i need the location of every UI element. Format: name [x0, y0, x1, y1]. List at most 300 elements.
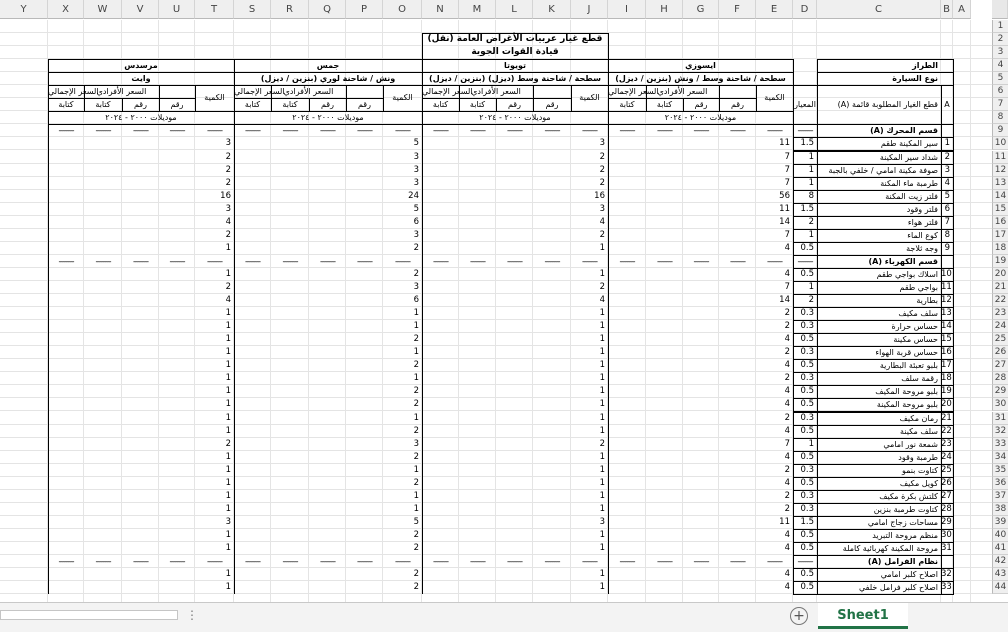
item-standard[interactable]: 0.5 [800, 334, 814, 345]
total-price-header[interactable]: السعر الإجمالي [234, 87, 285, 97]
toyota-qty[interactable]: 1 [599, 529, 605, 540]
item-number[interactable]: 14 [941, 321, 952, 332]
item-name[interactable]: اصلاح كلبر فرامل خلفي [859, 583, 938, 593]
gmc-qty[interactable]: 2 [413, 268, 419, 279]
isuzu-qty[interactable]: 4 [784, 543, 790, 553]
models-years-label[interactable]: موديلات ٢٠٠٠ - ٢٠٢٤ [479, 113, 551, 123]
mercedes-qty[interactable]: 1 [225, 503, 231, 514]
dash-separator[interactable]: -------- [95, 126, 111, 136]
isuzu-qty[interactable]: 4 [784, 451, 790, 462]
mercedes-qty[interactable]: 1 [225, 490, 231, 501]
column-header-f[interactable]: F [719, 0, 756, 19]
toyota-qty[interactable]: 2 [599, 438, 605, 449]
mercedes-qty[interactable]: 1 [225, 543, 231, 553]
row-header[interactable]: 1 [992, 20, 1008, 33]
row-header[interactable]: 13 [992, 177, 1008, 190]
isuzu-qty[interactable]: 4 [784, 386, 790, 397]
item-number[interactable]: 27 [941, 490, 952, 501]
gmc-qty[interactable]: 2 [413, 529, 419, 540]
gmc-qty[interactable]: 24 [408, 190, 419, 201]
dash-separator[interactable]: -------- [469, 256, 486, 266]
mercedes-qty[interactable]: 1 [225, 569, 231, 580]
item-number[interactable]: 25 [941, 464, 952, 475]
row-header[interactable]: 30 [992, 398, 1008, 411]
row-header[interactable]: 29 [992, 385, 1008, 398]
dash-separator[interactable]: -------- [206, 256, 223, 266]
row-header[interactable]: 11 [992, 151, 1008, 164]
dash-separator[interactable]: -------- [169, 126, 185, 136]
dash-separator[interactable]: -------- [282, 126, 298, 136]
row-header[interactable]: 36 [992, 477, 1008, 490]
mercedes-qty[interactable]: 1 [225, 308, 231, 319]
dash-separator[interactable]: -------- [581, 126, 598, 136]
dash-separator[interactable]: -------- [544, 557, 560, 567]
row-header[interactable]: 35 [992, 464, 1008, 477]
dash-separator[interactable]: -------- [656, 126, 673, 136]
gmc-qty[interactable]: 6 [413, 295, 419, 306]
row-header[interactable]: 21 [992, 281, 1008, 294]
item-number[interactable]: 13 [941, 308, 952, 319]
gmc-qty[interactable]: 5 [413, 203, 419, 214]
gmc-qty[interactable]: 2 [413, 477, 419, 488]
unit-price-header[interactable]: السعر الأفرادي [283, 87, 334, 97]
item-number[interactable]: 1 [944, 138, 950, 149]
models-years-label[interactable]: موديلات ٢٠٠٠ - ٢٠٢٤ [292, 113, 364, 123]
item-standard[interactable]: 0.5 [800, 425, 814, 436]
column-header-s[interactable]: S [234, 0, 271, 19]
standard-label[interactable]: المعيار [794, 100, 816, 110]
toyota-qty[interactable]: 1 [599, 347, 605, 358]
toyota-qty[interactable]: 1 [599, 490, 605, 501]
toyota-qty[interactable]: 1 [599, 321, 605, 332]
toyota-qty[interactable]: 1 [599, 451, 605, 462]
dash-separator[interactable]: -------- [132, 256, 149, 266]
isuzu-qty[interactable]: 2 [784, 464, 790, 475]
total-price-header[interactable]: السعر الإجمالي [608, 87, 659, 97]
dash-separator[interactable]: -------- [432, 126, 449, 136]
toyota-qty[interactable]: 2 [599, 151, 605, 162]
gmc-qty[interactable]: 1 [413, 503, 419, 514]
row-header[interactable]: 27 [992, 359, 1008, 372]
toyota-qty[interactable]: 1 [599, 360, 605, 371]
item-name[interactable]: سير المكينة طقم [880, 139, 938, 149]
column-header-c[interactable]: C [817, 0, 941, 19]
item-number[interactable]: 32 [941, 569, 952, 580]
item-name[interactable]: فلتر وقود [906, 204, 938, 214]
gmc-qty[interactable]: 6 [413, 216, 419, 227]
toyota-qty[interactable]: 1 [599, 503, 605, 514]
isuzu-qty[interactable]: 11 [779, 138, 790, 149]
item-standard[interactable]: 1.5 [800, 138, 814, 149]
mercedes-qty[interactable]: 2 [225, 151, 231, 162]
item-standard[interactable]: 0.5 [800, 360, 814, 371]
item-standard[interactable]: 2 [808, 216, 814, 227]
item-standard[interactable]: 0.5 [800, 451, 814, 462]
models-years-label[interactable]: موديلات ٢٠٠٠ - ٢٠٢٤ [105, 113, 177, 123]
toyota-qty[interactable]: 1 [599, 268, 605, 279]
dash-separator[interactable]: -------- [506, 256, 523, 266]
item-standard[interactable]: 0.5 [800, 543, 814, 553]
row-header[interactable]: 40 [992, 529, 1008, 542]
sheet-tab-sheet1[interactable]: Sheet1 [818, 603, 908, 629]
item-name[interactable]: سلف مكينة [900, 426, 938, 436]
mercedes-qty[interactable]: 1 [225, 373, 231, 384]
mercedes-qty[interactable]: 1 [225, 582, 231, 593]
dash-separator[interactable]: -------- [432, 256, 449, 266]
row-header[interactable]: 8 [992, 111, 1008, 124]
dash-separator[interactable]: -------- [469, 557, 486, 567]
mercedes-qty[interactable]: 1 [225, 386, 231, 397]
item-name[interactable]: كوع الماء [907, 230, 938, 240]
gmc-qty[interactable]: 5 [413, 516, 419, 527]
unit-price-header[interactable]: السعر الأفرادي [96, 87, 147, 97]
row-header[interactable]: 9 [992, 124, 1008, 137]
isuzu-qty[interactable]: 14 [779, 216, 790, 227]
words-header[interactable]: كتابة [469, 100, 486, 110]
item-number[interactable]: 20 [941, 399, 952, 410]
item-name[interactable]: شمعة نور امامي [883, 439, 938, 449]
isuzu-qty[interactable]: 7 [784, 164, 790, 175]
mercedes-qty[interactable]: 2 [225, 282, 231, 292]
isuzu-qty[interactable]: 4 [784, 477, 790, 488]
brand-vehicle-types[interactable]: سطحة / شاحنة وسط / ونش (بنزين / ديزل) [615, 74, 786, 84]
mercedes-qty[interactable]: 2 [225, 177, 231, 188]
cell-grid[interactable] [0, 20, 1008, 602]
dash-separator[interactable]: -------- [432, 557, 449, 567]
qty-header[interactable]: الكمية [392, 93, 413, 103]
dash-separator[interactable]: -------- [394, 557, 411, 567]
dash-separator[interactable]: -------- [797, 557, 813, 567]
column-header-j[interactable]: J [571, 0, 608, 19]
gmc-qty[interactable]: 5 [413, 138, 419, 149]
item-name[interactable]: حساس مكينة [893, 335, 938, 345]
column-header-n[interactable]: N [422, 0, 459, 19]
column-header-h[interactable]: H [646, 0, 683, 19]
isuzu-qty[interactable]: 7 [784, 151, 790, 162]
row-header[interactable]: 38 [992, 503, 1008, 516]
sheet-subtitle[interactable]: قيادة القوات الجوية [471, 47, 559, 58]
dash-separator[interactable]: -------- [729, 557, 746, 567]
mercedes-qty[interactable]: 1 [225, 451, 231, 462]
item-standard[interactable]: 0.5 [800, 242, 814, 253]
column-header-x[interactable]: X [48, 0, 84, 19]
toyota-qty[interactable]: 1 [599, 582, 605, 593]
row-header[interactable]: 42 [992, 555, 1008, 568]
item-number[interactable]: 19 [941, 386, 952, 397]
item-name[interactable]: حساس حرارة [891, 322, 938, 332]
total-price-header[interactable]: السعر الإجمالي [48, 87, 99, 97]
dash-separator[interactable]: -------- [766, 256, 783, 266]
models-years-label[interactable]: موديلات ٢٠٠٠ - ٢٠٢٤ [664, 113, 737, 123]
item-number[interactable]: 21 [941, 412, 952, 423]
isuzu-qty[interactable]: 2 [784, 321, 790, 332]
toyota-qty[interactable]: 4 [599, 216, 605, 227]
row-header[interactable]: 14 [992, 190, 1008, 203]
item-name[interactable]: منظم مروحة التبريد [872, 530, 938, 540]
dash-separator[interactable]: -------- [282, 256, 298, 266]
row-header[interactable]: 28 [992, 372, 1008, 385]
row-header[interactable]: 7 [992, 98, 1008, 111]
column-header-e[interactable]: E [756, 0, 793, 19]
dash-separator[interactable]: -------- [469, 126, 486, 136]
toyota-qty[interactable]: 4 [599, 295, 605, 306]
mercedes-qty[interactable]: 1 [225, 412, 231, 423]
gmc-qty[interactable]: 2 [413, 242, 419, 253]
item-standard[interactable]: 0.5 [800, 582, 814, 593]
digits-header[interactable]: رقم [357, 100, 371, 110]
toyota-qty[interactable]: 3 [599, 138, 605, 149]
item-name[interactable]: كلتش بكرة مكيف [879, 491, 938, 501]
gmc-qty[interactable]: 3 [413, 438, 419, 449]
item-standard[interactable]: 0.5 [800, 569, 814, 580]
item-name[interactable]: فلتر هواء [907, 217, 938, 227]
gmc-qty[interactable]: 2 [413, 569, 419, 580]
toyota-qty[interactable]: 16 [594, 190, 605, 201]
dash-separator[interactable]: -------- [244, 557, 261, 567]
item-number[interactable]: 8 [944, 229, 950, 240]
gmc-qty[interactable]: 3 [413, 151, 419, 162]
item-number[interactable]: 26 [941, 477, 952, 488]
item-name[interactable]: طرمبة وقود [898, 452, 938, 462]
toyota-qty[interactable]: 1 [599, 543, 605, 553]
car-type-label[interactable]: نوع السيارة [892, 74, 938, 84]
brand-name[interactable]: ايسوزي [685, 61, 716, 71]
item-name[interactable]: رقمة سلف [901, 374, 938, 384]
item-number[interactable]: 7 [944, 216, 950, 227]
gmc-qty[interactable]: 2 [413, 582, 419, 593]
words-header[interactable]: كتابة [58, 100, 74, 110]
brand-vehicle-types[interactable]: سطحة / شاحنة وسط (ديزل) (بنزين / ديزل) [429, 74, 601, 84]
toyota-qty[interactable]: 2 [599, 177, 605, 188]
column-header-p[interactable]: P [346, 0, 383, 19]
column-header-d[interactable]: D [793, 0, 817, 19]
words-header[interactable]: كتابة [656, 100, 673, 110]
item-number[interactable]: 17 [941, 360, 952, 371]
dash-separator[interactable]: -------- [244, 126, 261, 136]
isuzu-qty[interactable]: 4 [784, 582, 790, 593]
row-header[interactable]: 18 [992, 242, 1008, 255]
item-standard[interactable]: 2 [808, 295, 814, 306]
section-brakes[interactable]: نظام الفرامل (A) [867, 557, 938, 567]
toyota-qty[interactable]: 1 [599, 242, 605, 253]
dash-separator[interactable]: -------- [206, 557, 223, 567]
gmc-qty[interactable]: 3 [413, 229, 419, 240]
column-header-t[interactable]: T [195, 0, 234, 19]
row-header[interactable]: 16 [992, 216, 1008, 229]
toyota-qty[interactable]: 3 [599, 516, 605, 527]
row-header[interactable]: 5 [992, 72, 1008, 85]
column-header-w[interactable]: W [84, 0, 122, 19]
digits-header[interactable]: رقم [694, 100, 708, 110]
toyota-qty[interactable]: 3 [599, 203, 605, 214]
gmc-qty[interactable]: 1 [413, 373, 419, 384]
column-header-l[interactable]: L [496, 0, 533, 19]
isuzu-qty[interactable]: 2 [784, 308, 790, 319]
gmc-qty[interactable]: 2 [413, 425, 419, 436]
item-number[interactable]: 33 [941, 582, 952, 593]
mercedes-qty[interactable]: 4 [225, 295, 231, 306]
row-header[interactable]: 31 [992, 412, 1008, 425]
item-name[interactable]: طرمبة ماء المكنة [880, 178, 938, 188]
digits-header[interactable]: رقم [170, 100, 184, 110]
item-standard[interactable]: 0.5 [800, 268, 814, 279]
item-name[interactable]: بلبو مروحة المكينة [876, 400, 938, 410]
mercedes-qty[interactable]: 2 [225, 164, 231, 175]
item-standard[interactable]: 1 [808, 177, 814, 188]
gmc-qty[interactable]: 3 [413, 282, 419, 292]
brand-vehicle-types[interactable]: وايت [131, 74, 151, 84]
item-standard[interactable]: 0.3 [800, 490, 814, 501]
column-header-o[interactable]: O [383, 0, 422, 19]
item-number[interactable]: 9 [944, 242, 950, 253]
dash-separator[interactable]: -------- [656, 557, 673, 567]
row-header[interactable]: 12 [992, 164, 1008, 177]
horizontal-scrollbar[interactable] [0, 610, 178, 620]
dash-separator[interactable]: -------- [95, 256, 111, 266]
item-number[interactable]: 10 [941, 268, 952, 279]
dash-separator[interactable]: -------- [729, 256, 746, 266]
dash-separator[interactable]: -------- [693, 126, 709, 136]
dash-separator[interactable]: -------- [581, 256, 598, 266]
isuzu-qty[interactable]: 2 [784, 412, 790, 423]
mercedes-qty[interactable]: 16 [220, 190, 231, 201]
dash-separator[interactable]: -------- [206, 126, 223, 136]
dash-separator[interactable]: -------- [319, 256, 336, 266]
row-header[interactable]: 23 [992, 307, 1008, 320]
mercedes-qty[interactable]: 1 [225, 321, 231, 332]
row-header[interactable]: 2 [992, 33, 1008, 46]
toyota-qty[interactable]: 1 [599, 334, 605, 345]
isuzu-qty[interactable]: 7 [784, 438, 790, 449]
gmc-qty[interactable]: 2 [413, 360, 419, 371]
qty-header[interactable]: الكمية [579, 93, 600, 103]
item-name[interactable]: صوفة مكينة امامي / خلفي بالجبة [828, 165, 938, 175]
gmc-qty[interactable]: 2 [413, 399, 419, 410]
dash-separator[interactable]: -------- [319, 126, 336, 136]
row-header[interactable]: 3 [992, 46, 1008, 59]
row-header[interactable]: 33 [992, 438, 1008, 451]
item-name[interactable]: حساس قربة الهواء [875, 348, 938, 358]
row-header[interactable]: 44 [992, 581, 1008, 594]
item-number[interactable]: 29 [941, 516, 952, 527]
toyota-qty[interactable]: 1 [599, 464, 605, 475]
mercedes-qty[interactable]: 1 [225, 477, 231, 488]
add-sheet-button[interactable]: + [790, 607, 808, 625]
dash-separator[interactable]: -------- [619, 256, 635, 266]
item-standard[interactable]: 0.3 [800, 464, 814, 475]
gmc-qty[interactable]: 1 [413, 308, 419, 319]
dash-separator[interactable]: -------- [244, 256, 261, 266]
item-standard[interactable]: 1 [808, 151, 814, 162]
isuzu-qty[interactable]: 4 [784, 569, 790, 580]
column-header-r[interactable]: R [271, 0, 309, 19]
words-header[interactable]: كتابة [619, 100, 635, 110]
dash-separator[interactable]: -------- [619, 126, 635, 136]
column-header-y[interactable]: Y [0, 0, 48, 19]
item-name[interactable]: رمان مكيف [899, 413, 938, 423]
brand-vehicle-types[interactable]: ونش / شاحنة لوري (بنزين / ديزل) [260, 74, 396, 84]
dash-separator[interactable]: -------- [356, 256, 373, 266]
dash-separator[interactable]: -------- [132, 126, 149, 136]
isuzu-qty[interactable]: 11 [779, 516, 790, 527]
row-header[interactable]: 22 [992, 294, 1008, 307]
dash-separator[interactable]: -------- [132, 557, 149, 567]
dash-separator[interactable]: -------- [58, 557, 74, 567]
item-name[interactable]: مساحات زجاج امامي [867, 517, 938, 527]
column-header-i[interactable]: I [608, 0, 646, 19]
gmc-qty[interactable]: 3 [413, 164, 419, 175]
dash-separator[interactable]: -------- [619, 557, 635, 567]
item-standard[interactable]: 1 [808, 282, 814, 292]
row-header[interactable]: 4 [992, 59, 1008, 72]
digits-header[interactable]: رقم [507, 100, 521, 110]
col-a-label[interactable]: A [944, 100, 950, 110]
gmc-qty[interactable]: 2 [413, 334, 419, 345]
mercedes-qty[interactable]: 3 [225, 203, 231, 214]
column-header-m[interactable]: M [459, 0, 496, 19]
dash-separator[interactable]: -------- [356, 126, 373, 136]
item-standard[interactable]: 1 [808, 438, 814, 449]
row-header[interactable]: 39 [992, 516, 1008, 529]
more-options-icon[interactable]: ⋮ [186, 608, 198, 622]
row-header[interactable]: 37 [992, 490, 1008, 503]
item-number[interactable]: 16 [941, 347, 952, 358]
dash-separator[interactable]: -------- [394, 126, 411, 136]
dash-separator[interactable]: -------- [58, 256, 74, 266]
item-number[interactable]: 4 [944, 177, 950, 188]
item-name[interactable]: كتاوت بنمو [902, 465, 938, 475]
mercedes-qty[interactable]: 3 [225, 138, 231, 149]
item-number[interactable]: 28 [941, 503, 952, 514]
dash-separator[interactable]: -------- [394, 256, 411, 266]
isuzu-qty[interactable]: 7 [784, 229, 790, 240]
mercedes-qty[interactable]: 1 [225, 360, 231, 371]
item-standard[interactable]: 1.5 [800, 516, 814, 527]
toyota-qty[interactable]: 1 [599, 386, 605, 397]
column-header-b[interactable]: B [941, 0, 953, 19]
dash-separator[interactable]: -------- [766, 126, 783, 136]
words-header[interactable]: كتابة [95, 100, 111, 110]
toyota-qty[interactable]: 1 [599, 412, 605, 423]
item-number[interactable]: 24 [941, 451, 952, 462]
isuzu-qty[interactable]: 2 [784, 347, 790, 358]
qty-header[interactable]: الكمية [764, 93, 785, 103]
item-name[interactable]: مروحة المكينة كهربائية كاملة [842, 544, 938, 553]
section-engine[interactable]: قسم المحرك (A) [870, 126, 938, 136]
gmc-qty[interactable]: 1 [413, 490, 419, 501]
item-number[interactable]: 22 [941, 425, 952, 436]
item-name[interactable]: بلبو تعبئة البطارية [879, 361, 938, 371]
gmc-qty[interactable]: 2 [413, 386, 419, 397]
item-number[interactable]: 15 [941, 334, 952, 345]
item-name[interactable]: وجه ثلاجة [906, 243, 938, 253]
item-standard[interactable]: 0.3 [800, 503, 814, 514]
row-header[interactable]: 34 [992, 451, 1008, 464]
item-number[interactable]: 5 [944, 190, 950, 201]
item-number[interactable]: 31 [941, 543, 952, 553]
model-label[interactable]: الطراز [912, 61, 938, 71]
item-standard[interactable]: 0.5 [800, 386, 814, 397]
digits-header[interactable]: رقم [545, 100, 559, 110]
item-number[interactable]: 11 [941, 282, 952, 292]
unit-price-header[interactable]: السعر الأفرادي [471, 87, 521, 97]
brand-name[interactable]: تويوتا [503, 61, 527, 71]
mercedes-qty[interactable]: 2 [225, 438, 231, 449]
dash-separator[interactable]: -------- [797, 256, 813, 266]
mercedes-qty[interactable]: 4 [225, 216, 231, 227]
item-number[interactable]: 6 [944, 203, 950, 214]
brand-name[interactable]: مرسدس [124, 61, 158, 71]
